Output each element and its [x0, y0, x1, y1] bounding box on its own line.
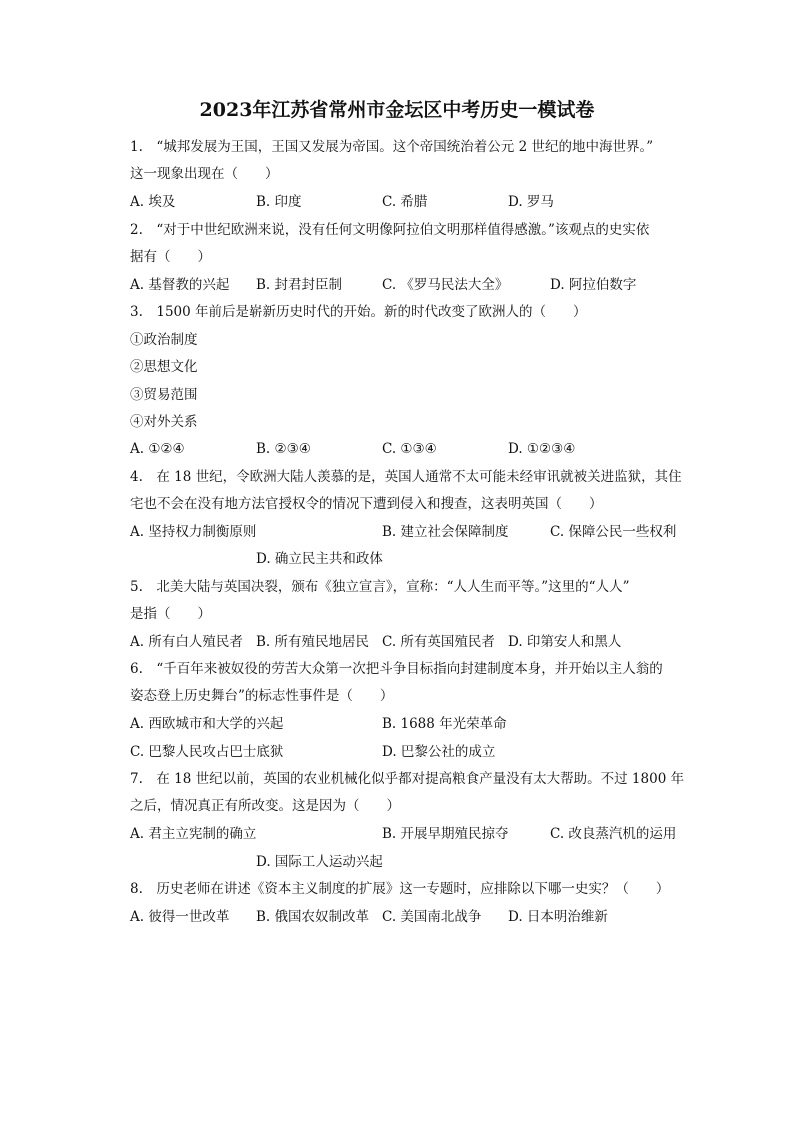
q2-option-b: B. 封君封臣制	[256, 277, 343, 293]
q3-item-2: ②思想文化	[130, 359, 198, 375]
q8-option-d: D. 日本明治维新	[508, 909, 608, 925]
q1-option-a: A. 埃及	[130, 194, 176, 210]
q6-option-c: C. 巴黎人民攻占巴士底狱	[130, 744, 284, 760]
q6-stem-line1: 6. “千百年来被奴役的劳苦大众第一次把斗争目标指向封建制度本身，并开始以主人翁的	[130, 661, 663, 677]
q6-option-a: A. 西欧城市和大学的兴起	[130, 716, 284, 732]
q4-stem-line2: 宅也不会在没有地方法官授权令的情况下遭到侵入和搜查，这表明英国（ ）	[130, 496, 603, 512]
q7-option-a: A. 君主立宪制的确立	[130, 826, 257, 842]
q1-stem-line1: 1. “城邦发展为王国，王国又发展为帝国。这个帝国统治着公元 2 世纪的地中海世界。”	[130, 139, 654, 155]
q5-stem-line1: 5. 北美大陆与英国决裂，颁布《独立宣言》，宣称：“人人生而平等。”这里的“人人”	[130, 579, 630, 595]
q4-option-c: C. 保障公民一些权利	[550, 524, 677, 540]
q1-option-d: D. 罗马	[508, 194, 554, 210]
q4-stem-line1: 4. 在 18 世纪，令欧洲大陆人羡慕的是，英国人通常不太可能未经审讯就被关进监狱，其住	[130, 469, 682, 485]
q3-option-b: B. ②③④	[256, 441, 311, 457]
q6-stem-line2: 姿态登上历史舞台”的标志性事件是（ ）	[130, 688, 394, 704]
q3-option-a: A. ①②④	[130, 441, 185, 457]
q8-option-b: B. 俄国农奴制改革	[256, 909, 370, 925]
q8-stem-line1: 8. 历史老师在讲述《资本主义制度的扩展》这一专题时，应排除以下哪一史实？（ ）	[130, 881, 670, 897]
q2-stem-line2: 据有（ ）	[130, 249, 211, 265]
q3-item-4: ④对外关系	[130, 414, 198, 430]
q7-stem-line1: 7. 在 18 世纪以前，英国的农业机械化似乎都对提高粮食产量没有太大帮助。不过 1800 年	[130, 771, 685, 787]
q5-option-b: B. 所有殖民地居民	[256, 634, 370, 650]
q5-stem-line2: 是指（ ）	[130, 606, 211, 622]
q6-option-d: D. 巴黎公社的成立	[382, 744, 496, 760]
q4-option-a: A. 坚持权力制衡原则	[130, 524, 257, 540]
q2-option-c: C. 《罗马民法大全》	[382, 277, 509, 293]
q4-option-b: B. 建立社会保障制度	[382, 524, 509, 540]
q1-option-c: C. 希腊	[382, 194, 428, 210]
q3-option-c: C. ①③④	[382, 441, 437, 457]
q8-option-c: C. 美国南北战争	[382, 909, 482, 925]
q3-stem-line1: 3. 1500 年前后是崭新历史时代的开始。新的时代改变了欧洲人的（ ）	[130, 304, 587, 320]
q1-option-b: B. 印度	[256, 194, 302, 210]
q7-option-c: C. 改良蒸汽机的运用	[550, 826, 677, 842]
q5-option-d: D. 印第安人和黑人	[508, 634, 622, 650]
q5-option-c: C. 所有英国殖民者	[382, 634, 495, 650]
q7-option-d: D. 国际工人运动兴起	[256, 854, 383, 870]
q2-option-d: D. 阿拉伯数字	[550, 277, 637, 293]
q7-option-b: B. 开展早期殖民掠夺	[382, 826, 509, 842]
q1-stem-line2: 这一现象出现在（ ）	[130, 166, 279, 182]
q7-stem-line2: 之后，情况真正有所改变。这是因为（ ）	[130, 798, 400, 814]
q5-option-a: A. 所有白人殖民者	[130, 634, 243, 650]
q8-option-a: A. 彼得一世改革	[130, 909, 230, 925]
q2-option-a: A. 基督教的兴起	[130, 277, 230, 293]
q2-stem-line1: 2. “对于中世纪欧洲来说，没有任何文明像阿拉伯文明那样值得感激。”该观点的史实依	[130, 222, 650, 238]
q4-option-d: D. 确立民主共和政体	[256, 551, 383, 567]
q6-option-b: B. 1688 年光荣革命	[382, 716, 507, 732]
q3-option-d: D. ①②③④	[508, 441, 576, 457]
q3-item-1: ①政治制度	[130, 332, 198, 348]
page-title: 2023年江苏省常州市金坛区中考历史一模试卷	[199, 99, 595, 121]
q3-item-3: ③贸易范围	[130, 387, 198, 403]
